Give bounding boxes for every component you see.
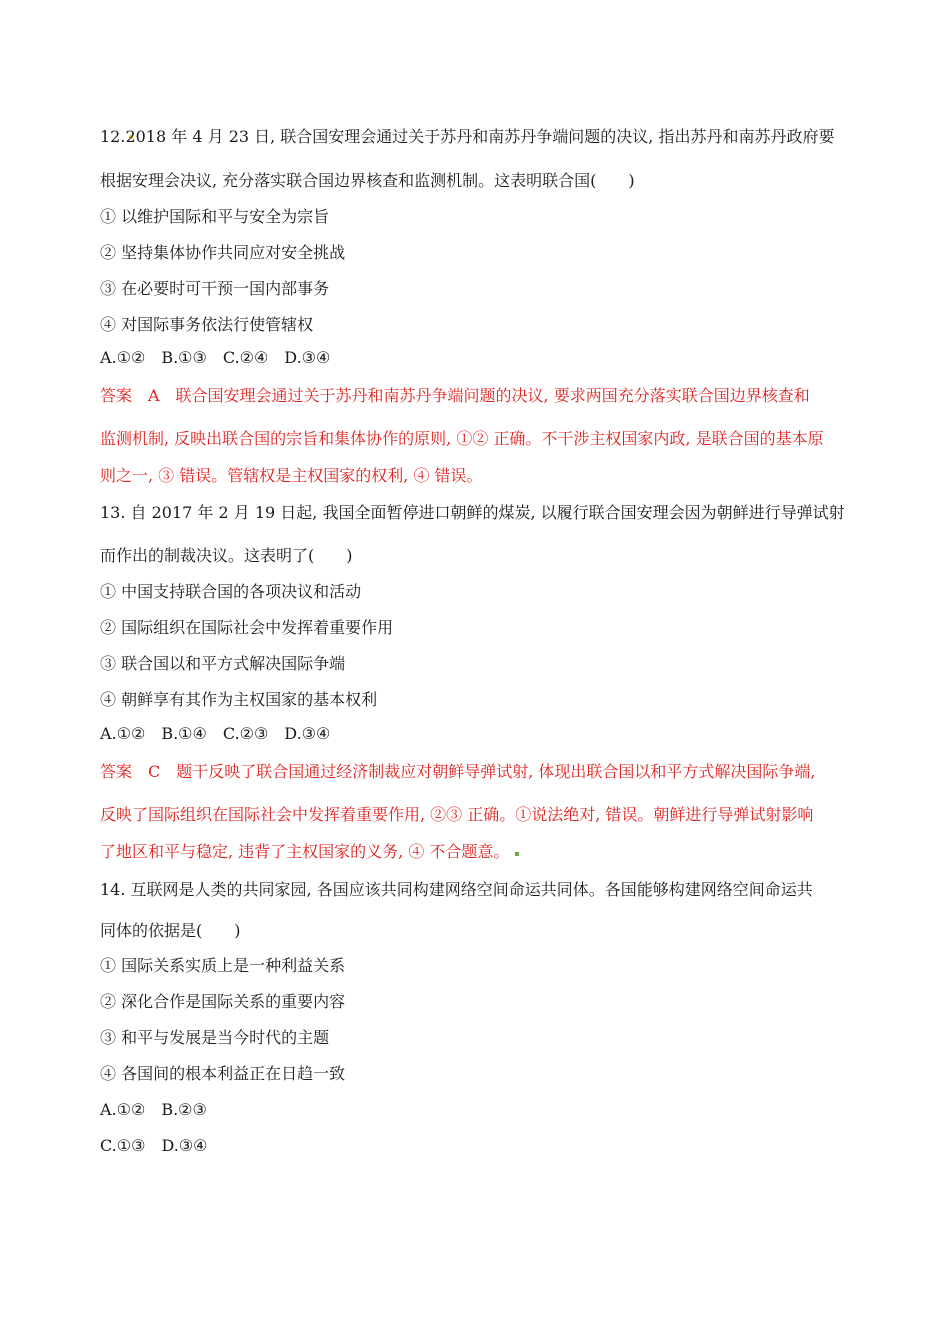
q13-answer-line-1: 答案 C 题干反映了联合国通过经济制裁应对朝鲜导弹试射, 体现出联合国以和平方式解决国际争端, [100, 762, 816, 781]
q12-stem-line-2: 根据安理会决议, 充分落实联合国边界核查和监测机制。这表明联合国( ) [100, 171, 635, 190]
q14-stem-line-2: 同体的依据是( ) [100, 921, 241, 940]
q13-options: A.①② B.①④ C.②③ D.③④ [100, 724, 331, 743]
q14-item-4: ④ 各国间的根本利益正在日趋一致 [100, 1064, 346, 1083]
q13-stem-line-1: 13. 自 2017 年 2 月 19 日起, 我国全面暂停进口朝鲜的煤炭, 以履行联合国安理会因为朝鲜进行导弹试射 [100, 503, 845, 522]
q13-answer-line-2: 反映了国际组织在国际社会中发挥着重要作用, ②③ 正确。①说法绝对, 错误。朝鲜进行导弹试射影响 [100, 805, 814, 824]
q12-answer-line-1: 答案 A 联合国安理会通过关于苏丹和南苏丹争端问题的决议, 要求两国充分落实联合国边界核查和 [100, 386, 810, 405]
q12-stem-line-1: 12.2018 年 4 月 23 日, 联合国安理会通过关于苏丹和南苏丹争端问题的决议, 指出苏丹和南苏丹政府要 [100, 127, 835, 146]
q14-stem-line-1: 14. 互联网是人类的共同家园, 各国应该共同构建网络空间命运共同体。各国能够构建网络空间命运共 [100, 880, 813, 899]
q13-answer-line-3-text: 了地区和平与稳定, 违背了主权国家的义务, ④ 不合题意。 [100, 842, 510, 861]
q14-options-line-1: A.①② B.②③ [100, 1100, 207, 1119]
q13-item-2: ② 国际组织在国际社会中发挥着重要作用 [100, 618, 394, 637]
green-marker-dot [515, 852, 519, 856]
q12-item-4: ④ 对国际事务依法行使管辖权 [100, 315, 314, 334]
q12-item-2: ② 坚持集体协作共同应对安全挑战 [100, 243, 346, 262]
q14-item-3: ③ 和平与发展是当今时代的主题 [100, 1028, 330, 1047]
q12-options: A.①② B.①③ C.②④ D.③④ [100, 348, 331, 367]
q12-answer-line-3: 则之一, ③ 错误。管辖权是主权国家的权利, ④ 错误。 [100, 466, 483, 485]
q13-stem-line-2: 而作出的制裁决议。这表明了( ) [100, 546, 353, 565]
q12-item-3: ③ 在必要时可干预一国内部事务 [100, 279, 330, 298]
q14-item-2: ② 深化合作是国际关系的重要内容 [100, 992, 346, 1011]
q13-item-1: ① 中国支持联合国的各项决议和活动 [100, 582, 362, 601]
q12-item-1: ① 以维护国际和平与安全为宗旨 [100, 207, 330, 226]
q13-item-3: ③ 联合国以和平方式解决国际争端 [100, 654, 346, 673]
q14-options-line-2: C.①③ D.③④ [100, 1136, 208, 1155]
q14-item-1: ① 国际关系实质上是一种利益关系 [100, 956, 346, 975]
q13-item-4: ④ 朝鲜享有其作为主权国家的基本权利 [100, 690, 378, 709]
q13-answer-line-3 [100, 841, 860, 863]
q12-answer-line-2: 监测机制, 反映出联合国的宗旨和集体协作的原则, ①② 正确。不干涉主权国家内政, 是联合国的基本原 [100, 429, 824, 448]
